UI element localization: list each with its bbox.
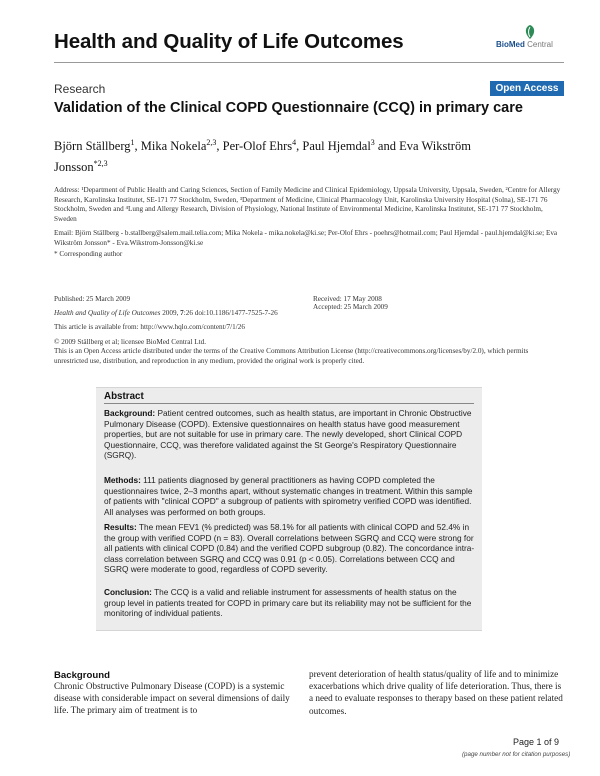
author: Per-Olof Ehrs <box>222 139 293 154</box>
biomed-leaf-icon <box>522 24 538 40</box>
journal-title: Health and Quality of Life Outcomes <box>54 30 404 53</box>
copyright: © 2009 Ställberg et al; licensee BioMed Central Ltd. <box>54 338 207 346</box>
abstract-conclusion: Conclusion: The CCQ is a valid and reliable instrument for assessments of health status on the group level in patients treated for COPD in primary care but its reliability may not be sufficient for the monitoring of individual patients. <box>104 587 472 619</box>
abstract-background: Background: Patient centred outcomes, such as health status, are important in Chronic Obstructive Pulmonary Disease (COPD). Extensive questionnaires on health status have good measurement properties, but are not suitable for use in primary care. The newly developed, short Clinical COPD Questionnaire, CCQ, was therefore validated against the St George's Respiratory Questionnaire (SGRQ). <box>104 408 472 461</box>
corresponding-author-note: * Corresponding author <box>54 250 123 258</box>
affiliations: Address: ¹Department of Public Health and Caring Sciences, Section of Family Medicine and Clinical Epidemiology, Uppsala University, Uppsala, Sweden, ²Centre for Allergy Research, Karolinska Institutet, SE-171 77 Stockholm, Sweden, ³Department of Medicine, Clinical Pharmacology Unit, Karolinska University Hospital (Solna), SE-171 76 Stockholm, Sweden and ⁴Lung and Allergy Research, Division of Physiology, National Institute of Environmental Medicine, Karolinska Institutet, SE-171 77 Stockholm, Sweden <box>54 186 561 223</box>
received-date: Received: 17 May 2008 <box>313 295 382 303</box>
license-statement: This is an Open Access article distributed under the terms of the Creative Commons Attribution License (http://creativecommons.org/licenses/by/2.0), which permits unrestricted use, distribution, and reproduction in any medium, provided the original work is properly cited. <box>54 347 529 365</box>
author-list: Björn Ställberg$^1$, Mika Nokela$^{2,3}$, Per-Olof Ehrs$^4$, Paul Hjemdal$^3$ and Eva Wikström Jonsson$^{*2,3}$ <box>54 138 471 175</box>
background-heading: Background <box>54 670 110 681</box>
open-access-badge[interactable]: Open Access <box>490 81 564 96</box>
abstract-heading: Abstract <box>104 391 144 402</box>
author: Paul Hjemdal <box>302 139 371 154</box>
abstract-methods: Methods: 111 patients diagnosed by general practitioners as having COPD completed the questionnaires twice, 2–3 months apart, without systematic changes in treatment. Within this sample of patients with "clinical COPD" a subgroup of patients with spirometry verified COPD was identified. All analyses was performed on both groups. <box>104 475 473 517</box>
author-emails[interactable]: Email: Björn Ställberg - b.stallberg@salem.mail.telia.com; Mika Nokela - mika.nokela@ki.se; Per-Olof Ehrs - poehrs@hotmail.com; Paul Hjemdal - paul.hjemdal@ki.se; Eva Wikström Jonsson* - Eva.Wikstrom-Jonsson@ki.se <box>54 229 558 247</box>
published-date: Published: 25 March 2009 <box>54 295 131 303</box>
logo-wordmark: BioMed Central <box>496 40 553 49</box>
citation: Health and Quality of Life Outcomes 2009, 7:26 doi:10.1186/1477-7525-7-26 <box>54 309 278 317</box>
body-column-right: prevent deterioration of health status/quality of life and to minimize exacerbations which drive quality of life deterioration. Thus, there is a need to evaluate responses to therapy based on these patient related outcomes. <box>309 669 563 716</box>
page-number-note: (page number not for citation purposes) <box>462 751 571 758</box>
author: Eva Wikström Jonsson <box>54 139 471 175</box>
page-number: Page 1 of 9 <box>513 737 560 747</box>
body-column-left: Chronic Obstructive Pulmonary Disease (COPD) is a systemic disease with considerable impact on several dimensions of daily life. The primary aim of treatment is to <box>54 681 290 716</box>
author: Mika Nokela <box>140 139 207 154</box>
accepted-date: Accepted: 25 March 2009 <box>313 303 388 311</box>
author: Björn Ställberg <box>54 139 131 154</box>
article-url[interactable]: This article is available from: http://www.hqlo.com/content/7/1/26 <box>54 323 245 331</box>
abstract-divider <box>104 403 474 404</box>
biomed-central-logo[interactable] <box>496 24 562 52</box>
article-title: Validation of the Clinical COPD Questionnaire (CCQ) in primary care <box>54 100 523 116</box>
abstract-results: Results: The mean FEV1 (% predicted) was 58.1% for all patients with clinical COPD and 52.4% in the group with verified COPD (n = 83). Overall correlations between SGRQ and CCQ were strong for all patients with clinical COPD (0.84) and the verified COPD subgroup (0.82). The concordance intra-class correlation between SGRQ and CCQ was 0.91 (p < 0.05). Correlations between CCQ and SGRQ were moderate to good, regardless of COPD severity. <box>104 522 475 575</box>
header-divider <box>54 62 564 63</box>
article-type: Research <box>54 82 106 96</box>
